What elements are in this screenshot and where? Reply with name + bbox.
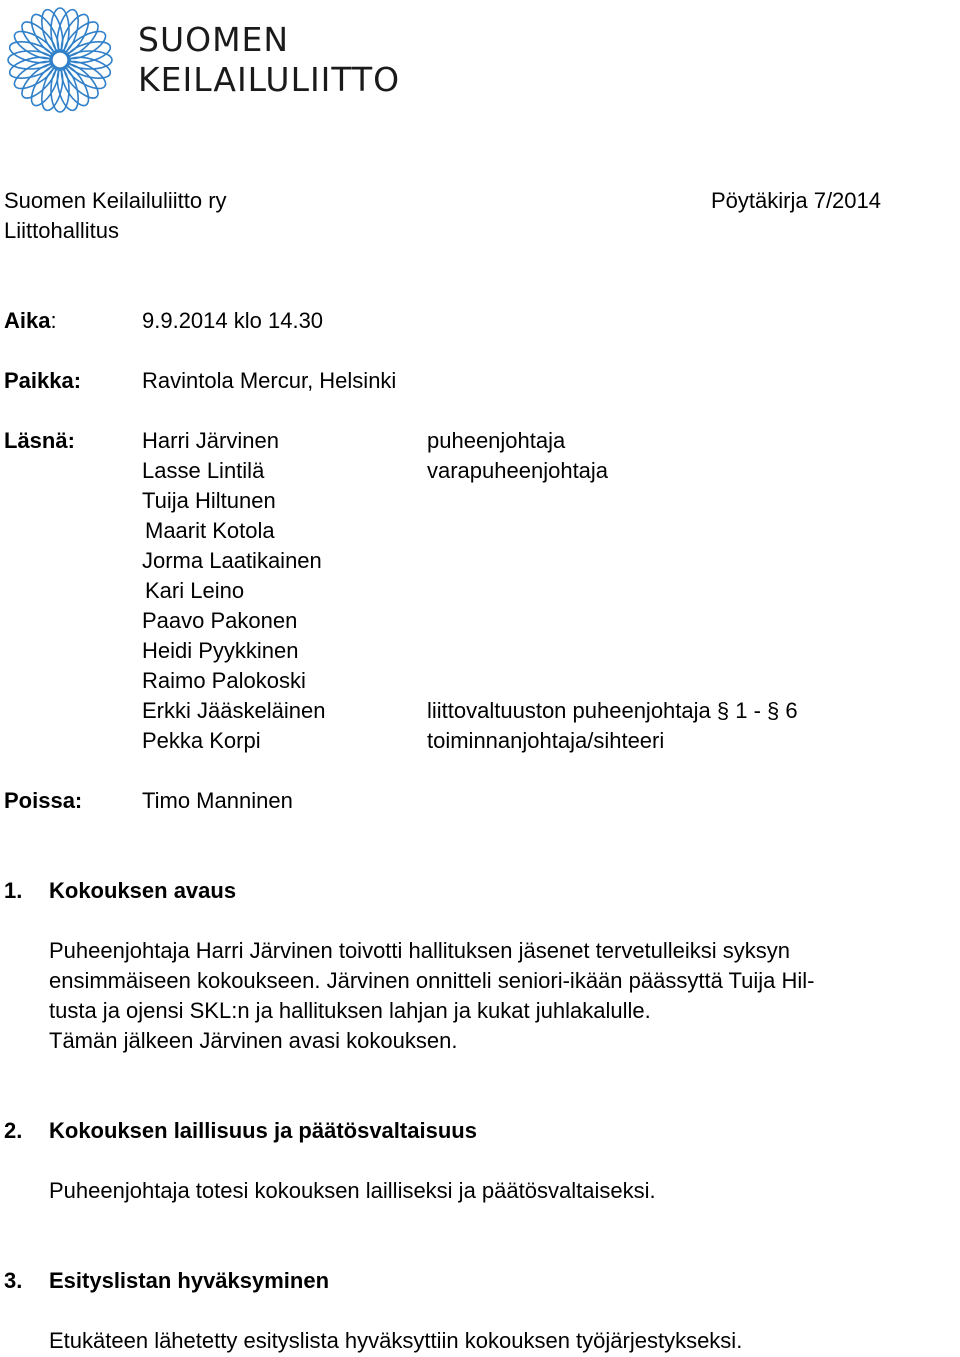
absent-label: Poissa: [4, 788, 83, 813]
member-name: Paavo Pakonen [142, 608, 298, 633]
member-role: varapuheenjohtaja [427, 458, 609, 483]
present-label: Läsnä: [4, 428, 75, 453]
logo-text-line1: SUOMEN [138, 20, 290, 59]
member-name: Raimo Palokoski [142, 668, 306, 693]
logo-text-line2: KEILAILULIITTO [138, 60, 401, 99]
document-number: Pöytäkirja 7/2014 [711, 188, 881, 213]
member-role: liittovaltuuston puheenjohtaja § 1 - § 6 [427, 698, 798, 723]
section-title: Esityslistan hyväksyminen [49, 1268, 330, 1293]
member-role: toiminnanjohtaja/sihteeri [427, 728, 665, 753]
member-name: Tuija Hiltunen [142, 488, 276, 513]
member-name: Heidi Pyykkinen [142, 638, 299, 663]
section-number: 3. [4, 1268, 23, 1293]
member-role: puheenjohtaja [427, 428, 566, 453]
section-text-line: tusta ja ojensi SKL:n ja hallituksen lahjan ja kukat juhlakalulle. [49, 998, 651, 1023]
section-number: 1. [4, 878, 23, 903]
member-name: Harri Järvinen [142, 428, 279, 453]
member-name: Lasse Lintilä [142, 458, 265, 483]
absent-member: Timo Manninen [142, 788, 293, 813]
keilailuliitto-logo-icon [4, 4, 116, 116]
section-number: 2. [4, 1118, 23, 1143]
section-text-line: Puheenjohtaja Harri Järvinen toivotti hallituksen jäsenet tervetulleiksi syksyn [49, 938, 791, 963]
section-title: Kokouksen laillisuus ja päätösvaltaisuus [49, 1118, 477, 1143]
time-label-row [4, 306, 57, 336]
place-value: Ravintola Mercur, Helsinki [142, 368, 397, 393]
time-label-colon: : [50, 308, 57, 333]
member-name: Pekka Korpi [142, 728, 261, 753]
section-text-line: ensimmäiseen kokoukseen. Järvinen onnitteli seniori-ikään päässyttä Tuija Hil- [49, 968, 815, 993]
time-value: 9.9.2014 klo 14.30 [142, 308, 324, 333]
member-name: Maarit Kotola [145, 518, 275, 543]
organization-name: Suomen Keilailuliitto ry [4, 188, 227, 213]
section-title: Kokouksen avaus [49, 878, 237, 903]
section-text-line: Etukäteen lähetetty esityslista hyväksyttiin kokouksen työjärjestykseksi. [49, 1328, 743, 1353]
section-text-line: Tämän jälkeen Järvinen avasi kokouksen. [49, 1028, 458, 1053]
board-name: Liittohallitus [4, 218, 119, 243]
member-name: Jorma Laatikainen [142, 548, 322, 573]
member-name: Kari Leino [145, 578, 245, 603]
time-label: Aika [4, 308, 51, 333]
place-label: Paikka: [4, 368, 82, 393]
section-text-line: Puheenjohtaja totesi kokouksen lailliseksi ja päätösvaltaiseksi. [49, 1178, 656, 1203]
member-name: Erkki Jääskeläinen [142, 698, 326, 723]
